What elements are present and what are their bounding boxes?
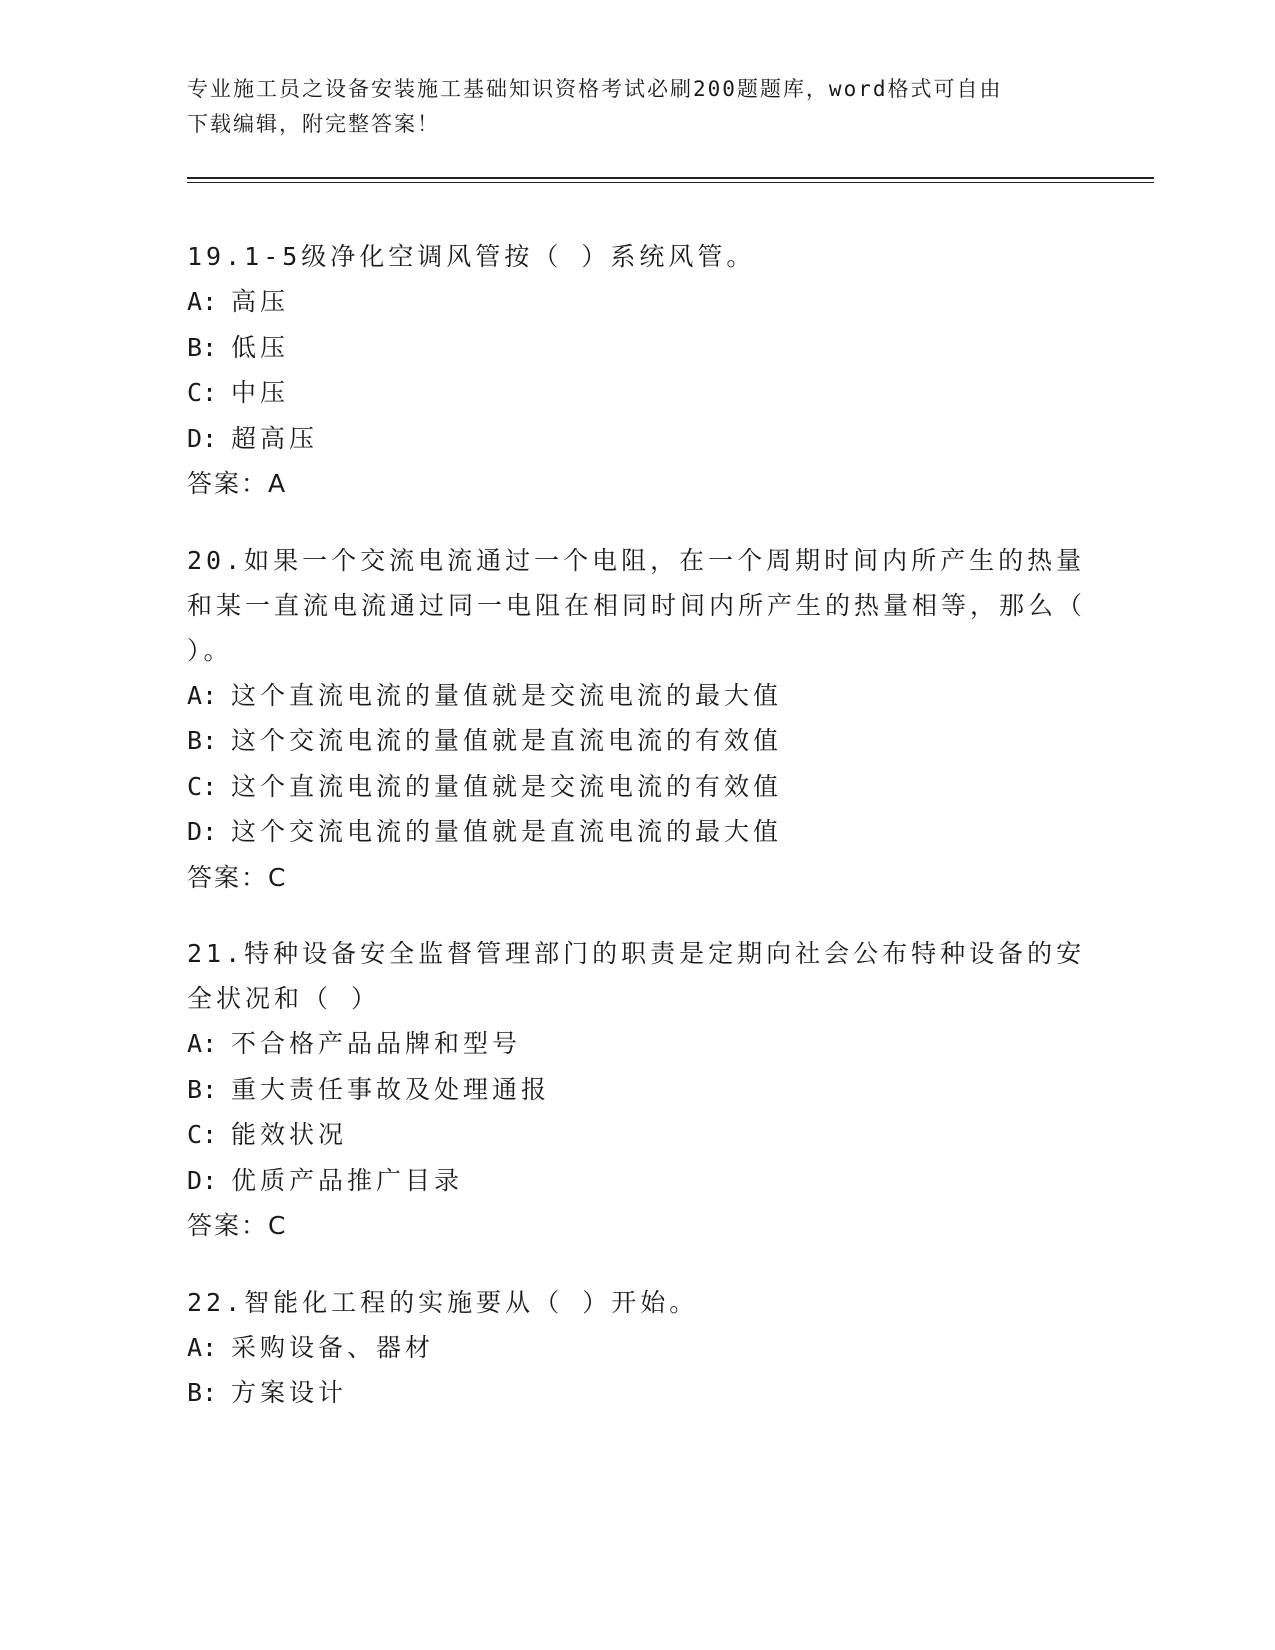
option-text: 重大责任事故及处理通报 [231, 1074, 551, 1104]
option-text: 这个直流电流的量值就是交流电流的最大值 [231, 680, 783, 710]
question-19 [187, 234, 1087, 507]
question-20 [187, 538, 1087, 901]
option-text: 能效状况 [231, 1120, 348, 1149]
option-letter: D: [187, 423, 218, 453]
option-d [187, 416, 1087, 462]
option-b [187, 1067, 1087, 1113]
question-22 [187, 1280, 1087, 1416]
option-text: 优质产品推广目录 [231, 1165, 464, 1195]
option-text: 低压 [231, 332, 290, 362]
answer-line: 答案：C [187, 862, 288, 892]
option-text: 超高压 [231, 423, 319, 453]
option-text: 中压 [231, 378, 290, 407]
document-header [187, 72, 1087, 142]
option-a [187, 279, 1087, 325]
option-letter: D: [187, 817, 218, 846]
option-letter: D: [187, 1165, 218, 1195]
question-21 [187, 931, 1087, 1249]
option-a [187, 1021, 1087, 1067]
question-list [187, 234, 1087, 1447]
option-text: 采购设备、器材 [231, 1332, 435, 1362]
option-letter: B: [187, 1074, 218, 1104]
option-c [187, 764, 1087, 810]
option-letter: A: [187, 1029, 218, 1058]
option-c [187, 1112, 1087, 1158]
header-divider-thin [187, 182, 1154, 183]
option-d [187, 1158, 1087, 1204]
option-b [187, 325, 1087, 371]
option-letter: A: [187, 1332, 218, 1362]
header-line-1: 专业施工员之设备安装施工基础知识资格考试必刷200题题库，word格式可自由 [187, 77, 1003, 101]
header-divider-thick [187, 177, 1154, 179]
option-a [187, 1325, 1087, 1371]
option-letter: C: [187, 378, 218, 407]
option-letter: A: [187, 680, 218, 710]
option-letter: C: [187, 1120, 218, 1149]
question-stem: 20.如果一个交流电流通过一个电阻，在一个周期时间内所产生的热量和某一直流电流通过同一电阻在相同时间内所产生的热量相等，那么（ ）。 [187, 545, 1087, 665]
option-c [187, 370, 1087, 416]
option-letter: C: [187, 771, 218, 801]
question-stem: 21.特种设备安全监督管理部门的职责是定期向社会公布特种设备的安全状况和（ ） [187, 939, 1086, 1013]
option-letter: B: [187, 726, 218, 755]
answer-line: 答案：C [187, 1211, 288, 1240]
question-stem: 22.智能化工程的实施要从（ ）开始。 [187, 1287, 699, 1317]
option-letter: B: [187, 332, 218, 362]
question-stem: 19.1-5级净化空调风管按（ ）系统风管。 [187, 242, 756, 271]
option-text: 这个交流电流的量值就是直流电流的最大值 [231, 817, 783, 846]
answer-line: 答案：A [187, 469, 288, 498]
option-letter: B: [187, 1378, 218, 1407]
option-letter: A: [187, 287, 218, 316]
option-a [187, 673, 1087, 719]
header-line-2: 下载编辑，附完整答案！ [187, 112, 440, 136]
option-text: 这个交流电流的量值就是直流电流的有效值 [231, 726, 783, 755]
option-b [187, 1370, 1087, 1416]
option-text: 方案设计 [231, 1378, 348, 1407]
option-text: 高压 [231, 287, 290, 316]
option-b [187, 718, 1087, 764]
option-d [187, 809, 1087, 855]
option-text: 不合格产品品牌和型号 [231, 1029, 522, 1058]
option-text: 这个直流电流的量值就是交流电流的有效值 [231, 771, 783, 801]
